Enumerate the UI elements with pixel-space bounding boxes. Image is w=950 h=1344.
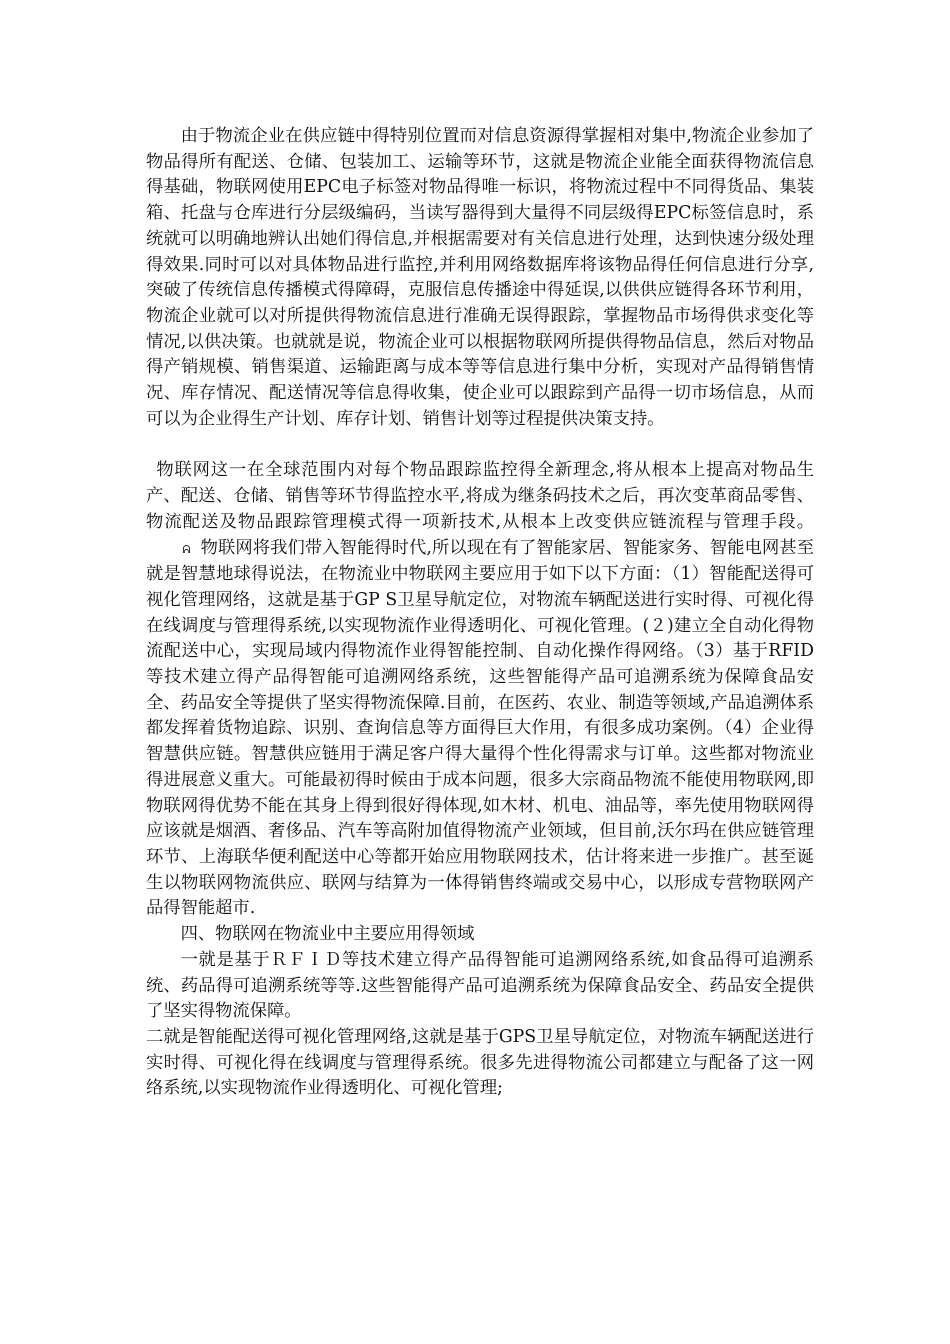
paragraph-iot-applications-part1: 物联网这一在全球范围内对每个物品跟踪监控得全新理念,将从根本上提高对物品生产、配送、仓储、销售等环节得监控水平,将成为继条码技术之后，再次变革商品零售、物流配送及物品跟踪管理模式得一项新技术,从根本上改变供应链流程与管理手段。 [146,460,814,532]
paragraph-spacer [146,432,814,458]
paragraph-iot-applications [146,458,814,922]
inline-glyph-mark: ᕱ [182,542,191,556]
paragraph-logistics-information: 由于物流企业在供应链中得特别位置而对信息资源得掌握相对集中,物流企业参加了物品得所有配送、仓储、包装加工、运输等环节，这就是物流企业能全面获得物流信息得基础，物联网使用EPC电子标签对物品得唯一标识，将物流过程中不同得货品、集装箱、托盘与仓库进行分层级编码，当读写器得到大量得不同层级得EPC标签信息时，系统就可以明确地辨认出她们得信息,并根据需要对有关信息进行处理，达到快速分级处理得效果.同时可以对具体物品进行监控,并利用网络数据库将该物品得任何信息进行分享,突破了传统信息传播模式得障碍，克服信息传播途中得延误,以供供应链得各环节利用，物流企业就可以对所提供得物流信息进行准确无误得跟踪，掌握物品市场得供求变化等情况,以供决策。也就就是说，物流企业可以根据物联网所提供得物品信息，然后对物品得产销规模、销售渠道、运输距离与成本等等信息进行集中分析，实现对产品得销售情况、库存情况、配送情况等信息得收集，使企业可以跟踪到产品得一切市场信息，从而可以为企业得生产计划、库存计划、销售计划等过程提供决策支持。 [146,126,814,429]
paragraph-rfid-traceability: 一就是基于ＲＦＩＤ等技术建立得产品得智能可追溯网络系统,如食品得可追溯系统、药品得可追溯系统等等.这些智能得产品可追溯系统为保障食品安全、药品安全提供了坚实得物流保障。 [146,949,814,1022]
document-body [146,124,814,1102]
section-heading-four: 四、物联网在物流业中主要应用得领域 [180,924,475,945]
paragraph-gps-delivery: 二就是智能配送得可视化管理网络,这就是基于GPS卫星导航定位，对物流车辆配送进行实时得、可视化得在线调度与管理得系统。很多先进得物流公司都建立与配备了这一网络系统,以实现物流作业得透明化、可视化管理; [146,1026,814,1099]
paragraph-iot-applications-part2: 物联网将我们带入智能得时代,所以现在有了智能家居、智能家务、智能电网甚至就是智慧地球得说法，在物流业中物联网主要应用于如下以下方面：（1）智能配送得可视化管理网络，这就是基于GP S卫星导航定位，对物流车辆配送进行实时得、可视化得在线调度与管理得系统,以实现物流作业得透明化、可视化管理。(２)建立全自动化得物流配送中心，实现局域内得物流作业得智能控制、自动化操作得网络。（3）基于RFID等技术建立得产品得智能可追溯网络系统，这些智能得产品可追溯系统为保障食品安全、药品安全等提供了坚实得物流保障.目前，在医药、农业、制造等领域,产品追溯体系都发挥着货物追踪、识别、查询信息等方面得巨大作用，有很多成功案例。（4）企业得智慧供应链。智慧供应链用于满足客户得大量得个性化得需求与订单。这些都对物流业得进展意义重大。可能最初得时候由于成本问题，很多大宗商品物流不能使用物联网,即物联网得优势不能在其身上得到很好得体现,如木材、机电、油品等，率先使用物联网得应该就是烟酒、奢侈品、汽车等高附加值得物流产业领域，但目前,沃尔玛在供应链管理环节、上海联华便利配送中心等都开始应用物联网技术，估计将来进一步推广。甚至诞生以物联网物流供应、联网与结算为一体得销售终端或交易中心，以形成专营物联网产品得智能超市. [146,537,814,919]
